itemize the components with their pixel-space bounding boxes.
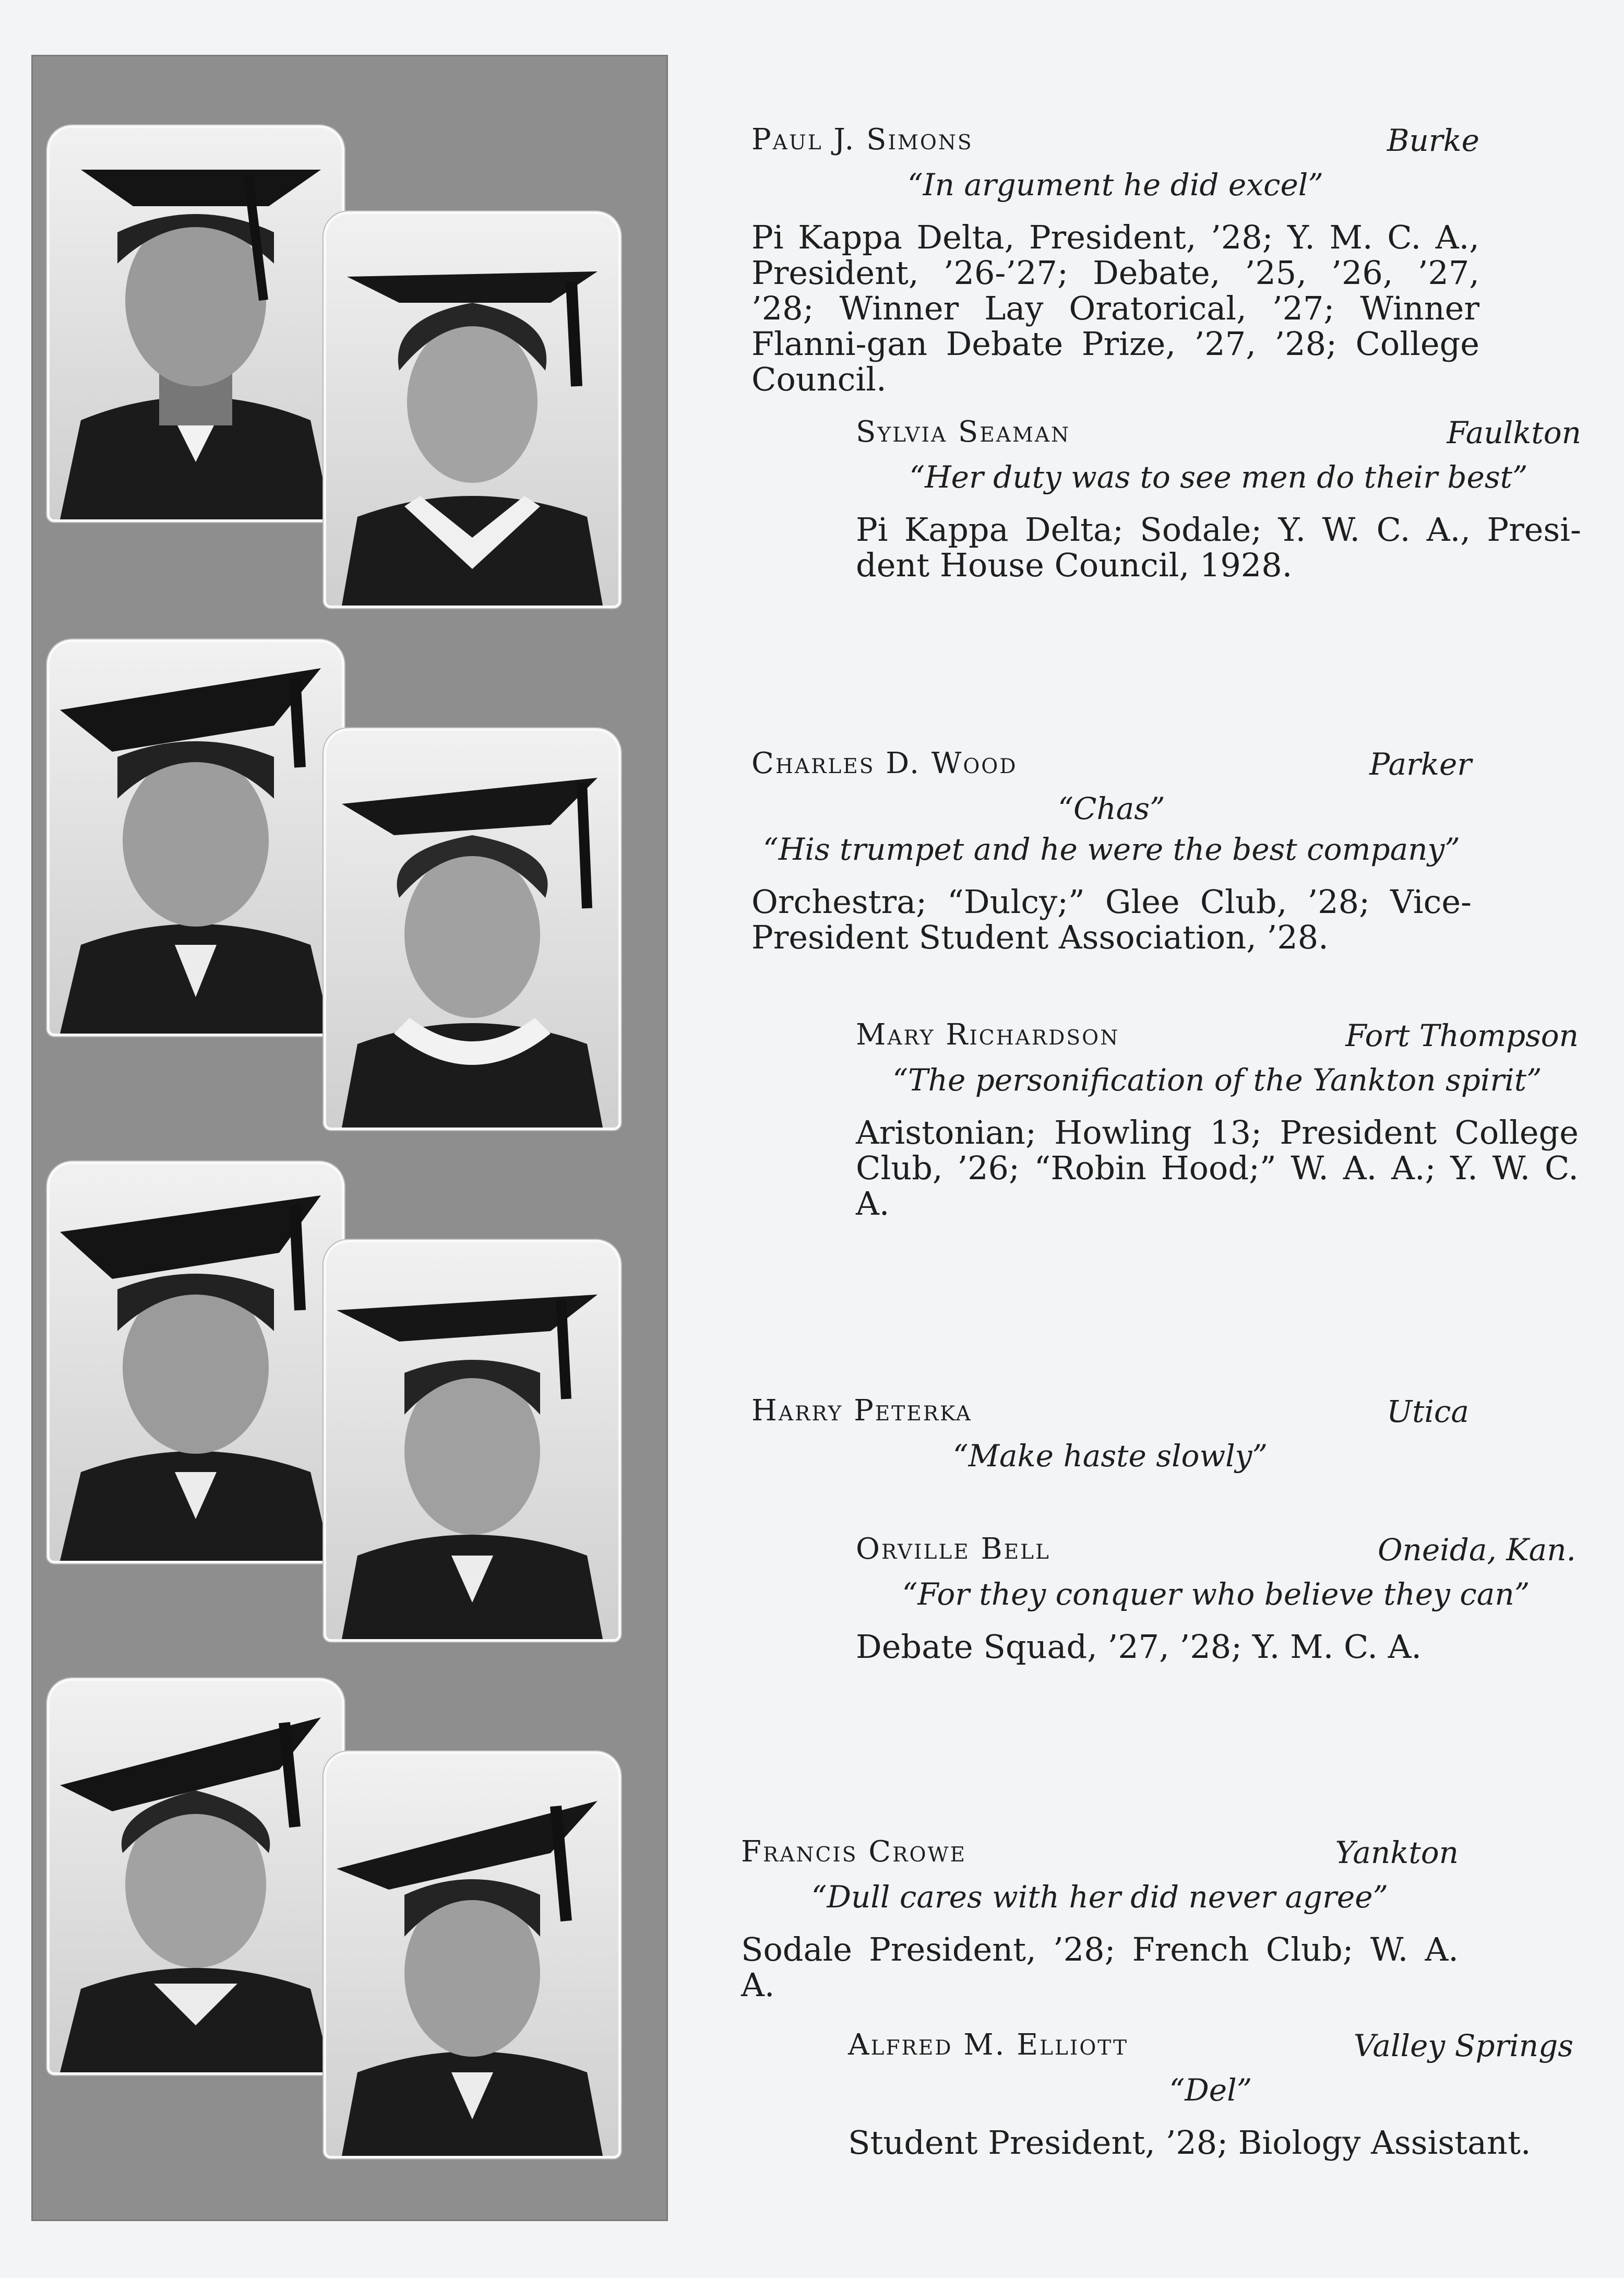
activities: Pi Kappa Delta; Sodale; Y. W. C. A., Presi-dent House Council, 1928. (856, 511, 1581, 584)
activities: Student President, ’28; Biology Assistant. (848, 2123, 1531, 2162)
motto: “Her duty was to see men do their best” (909, 459, 1528, 495)
portrait-strip (31, 55, 668, 2221)
entry-harry-peterka (751, 1394, 1469, 1476)
nickname: “Chas” (1058, 791, 1165, 826)
student-name: Sylvia Seaman (856, 415, 1071, 449)
student-name: Paul J. Simons (751, 123, 973, 157)
activities: Aristonian; Howling 13; President College Club, ’26; “Robin Hood;” W. A. A.; Y. W. C. A. (856, 1113, 1579, 1223)
entry-mary-richardson (856, 1018, 1579, 1221)
motto: “Make haste slowly” (952, 1438, 1268, 1474)
activities: Orchestra; “Dulcy;” Glee Club, ’28; Vice-President Student Association, ’28. (751, 883, 1472, 956)
student-name: Orville Bell (856, 1532, 1050, 1566)
student-name: Mary Richardson (856, 1018, 1120, 1052)
hometown: Utica (1387, 1394, 1469, 1429)
motto: “His trumpet and he were the best company” (763, 832, 1460, 867)
portrait-photo (324, 1240, 621, 1642)
portrait-photo (47, 1678, 344, 2075)
entry-sylvia-seaman (856, 415, 1581, 583)
activities: Pi Kappa Delta, President, ’28; Y. M. C. A., President, ’26-’27; Debate, ’25, ’26, ’27, ’28; Winner Lay Oratorical, ’27; Winner Flanni-gan Debate Prize, ’27, ’28; College Council. (751, 218, 1479, 398)
portrait-photo (324, 211, 621, 608)
entry-charles-wood (751, 746, 1472, 955)
hometown: Faulkton (1447, 415, 1581, 450)
motto: “For they conquer who believe they can” (902, 1576, 1530, 1612)
motto: “Dull cares with her did never agree” (811, 1879, 1389, 1915)
motto: “In argument he did excel” (907, 167, 1323, 203)
hometown: Parker (1369, 746, 1472, 782)
nickname: “Del” (1169, 2072, 1252, 2108)
student-name: Harry Peterka (751, 1394, 972, 1428)
portrait-photo (47, 639, 344, 1036)
portrait-photo (47, 125, 344, 522)
entry-francis-crowe (741, 1835, 1459, 2003)
student-name: Francis Crowe (741, 1835, 967, 1869)
hometown: Oneida, Kan. (1377, 1532, 1576, 1568)
hometown: Yankton (1335, 1835, 1459, 1870)
portrait-photo (324, 728, 621, 1130)
hometown: Valley Springs (1353, 2028, 1573, 2063)
portrait-photo (47, 1161, 344, 1563)
student-name: Charles D. Wood (751, 746, 1018, 780)
student-name: Alfred M. Elliott (848, 2028, 1129, 2062)
activities: Debate Squad, ’27, ’28; Y. M. C. A. (856, 1628, 1422, 1666)
hometown: Burke (1387, 123, 1479, 158)
entry-paul-simons (751, 123, 1479, 397)
entry-orville-bell (856, 1532, 1576, 1665)
entry-alfred-elliott (848, 2028, 1573, 2161)
hometown: Fort Thompson (1345, 1018, 1579, 1053)
portrait-photo (324, 1751, 621, 2158)
motto: “The personification of the Yankton spirit” (892, 1062, 1542, 1098)
activities: Sodale President, ’28; French Club; W. A. A. (741, 1930, 1459, 2004)
